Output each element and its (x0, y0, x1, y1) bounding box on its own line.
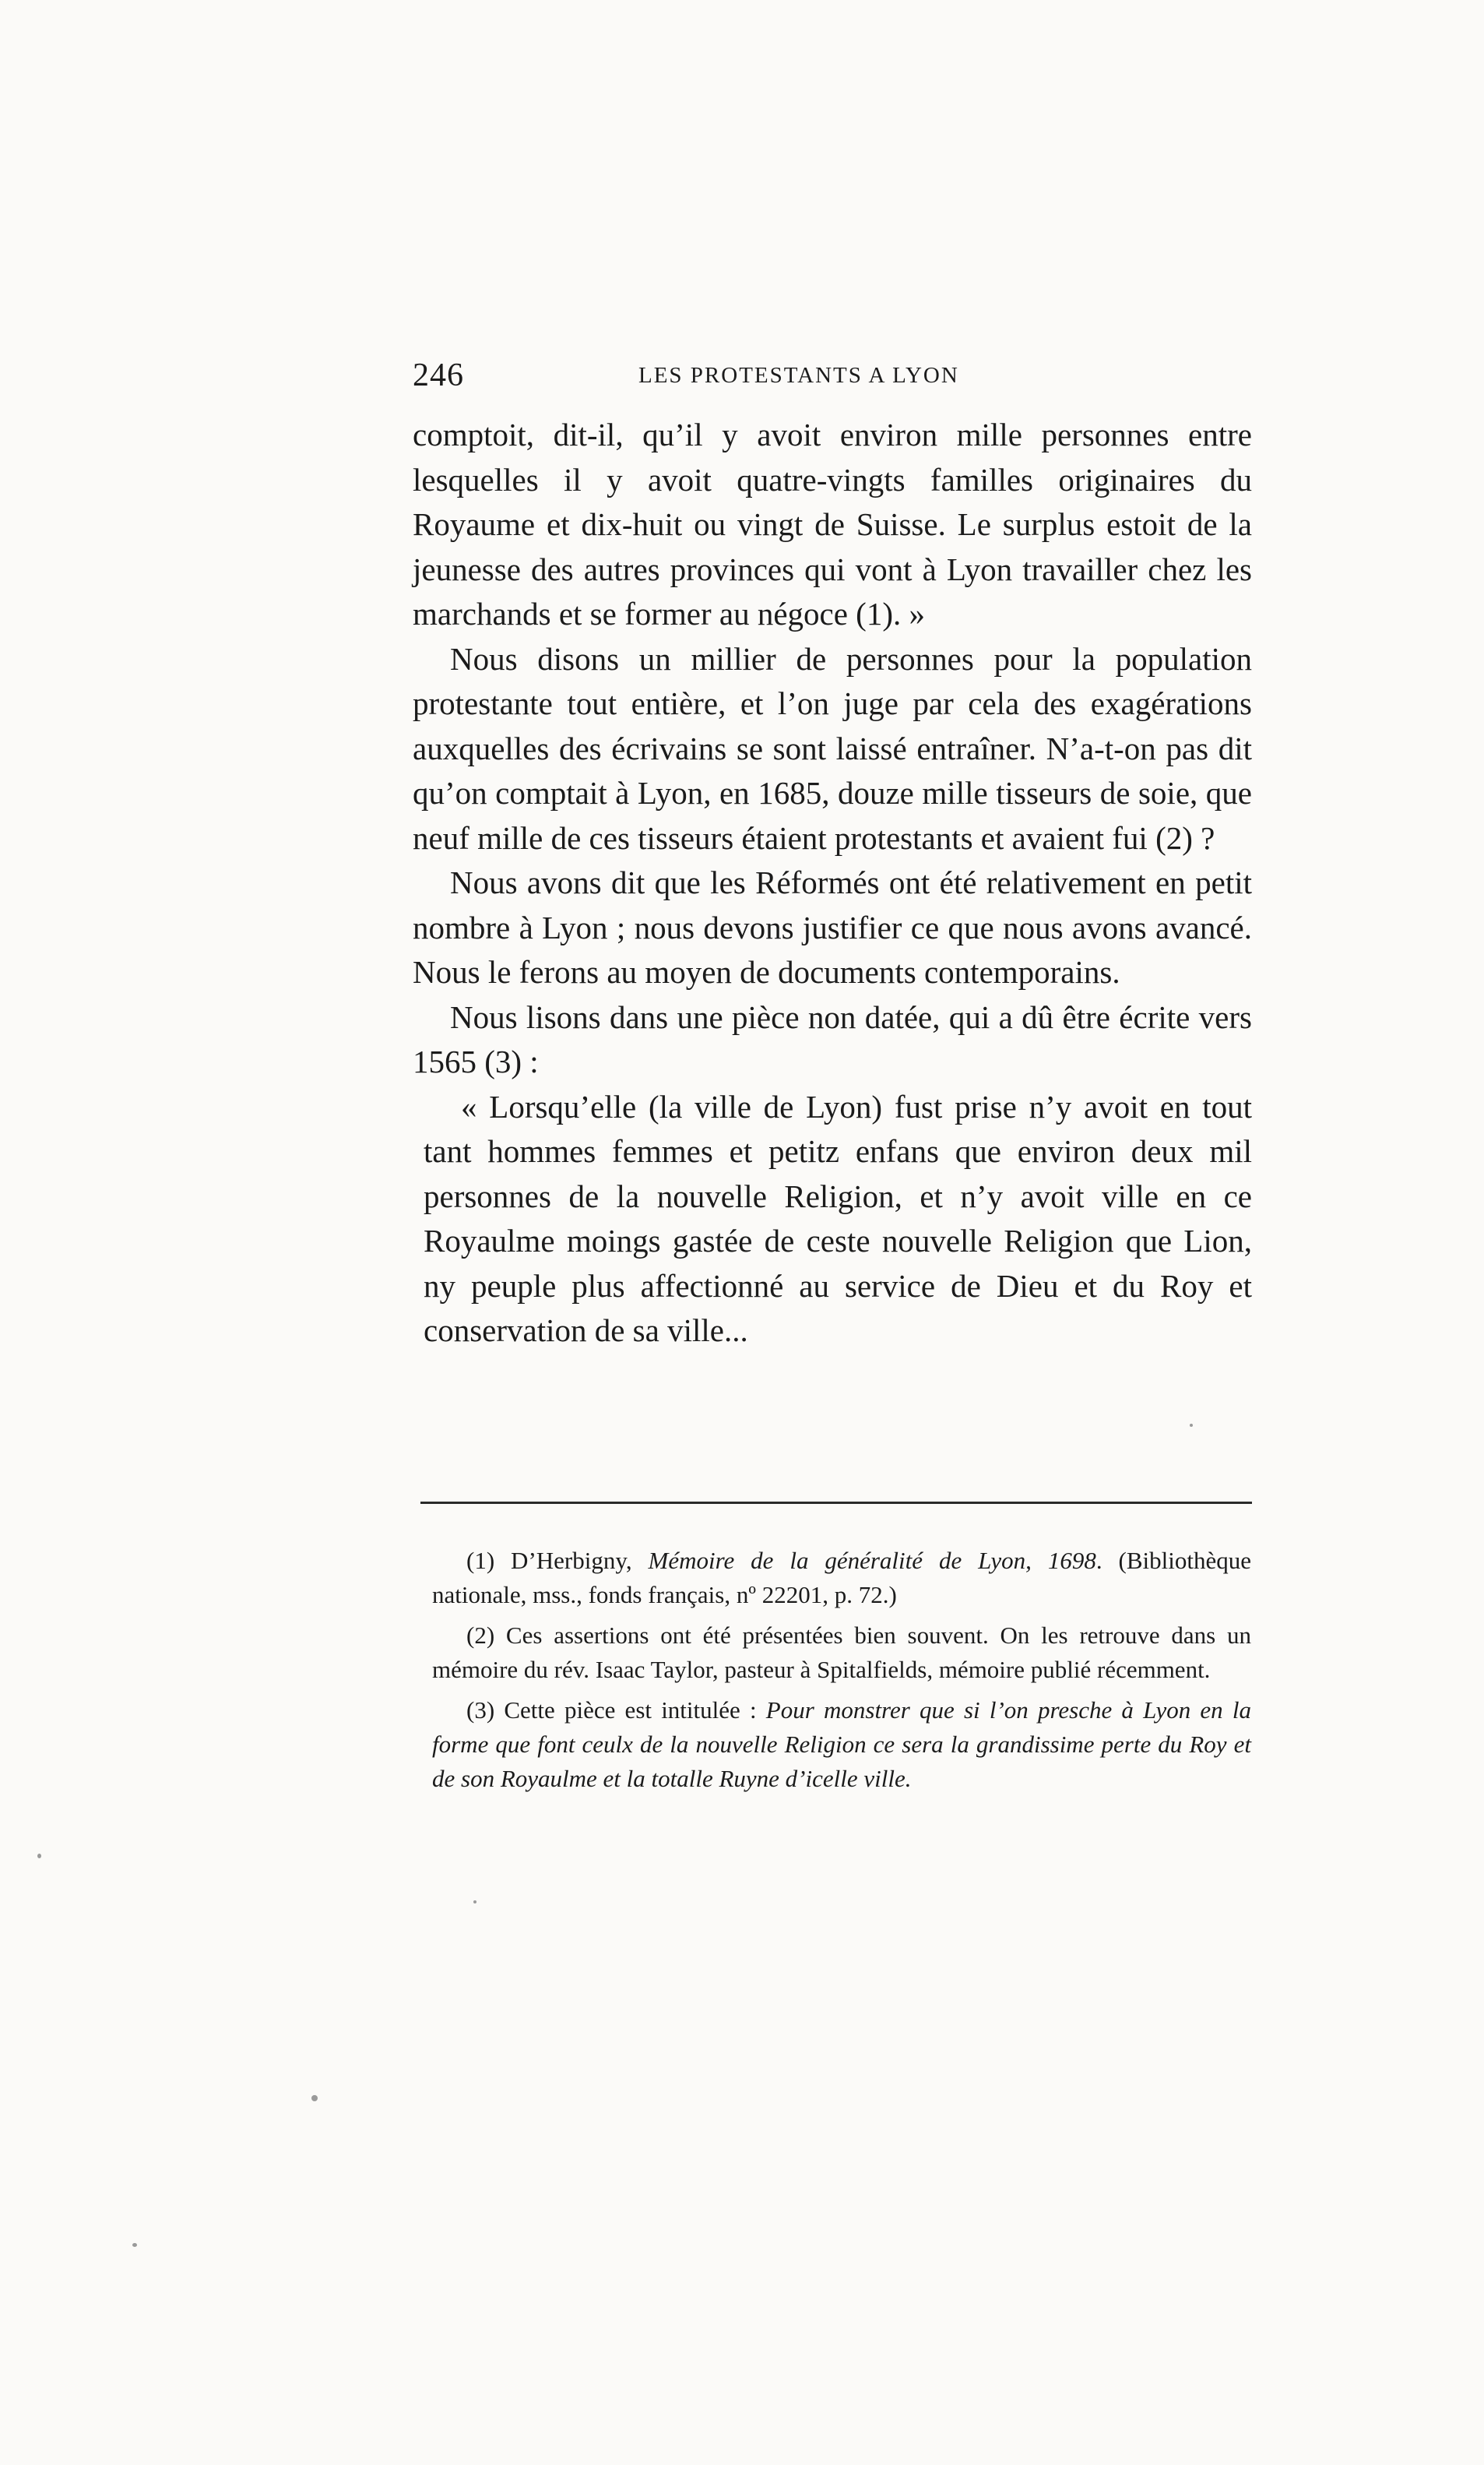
block-quote: « Lorsqu’elle (la ville de Lyon) fust prise n’y avoit en tout tant hommes femmes et petitz enfans que environ deux mil personnes de la nouvelle Religion, et n’y avoit ville en ce Royaulme moings gastée de ceste nouvelle Religion que Lion, ny peuple plus affectionné au service de Dieu et du Roy et conservation de sa ville... (424, 1088, 1252, 1348)
page-header (413, 352, 1254, 399)
footnotes (432, 1544, 1251, 1802)
footnote-divider (420, 1502, 1252, 1504)
footnote-2: (2) Ces assertions ont été présentées bien souvent. On les retrouve dans un mémoire du rév. Isaac Taylor, pasteur à Spitalfields, mémoire publié récemment. (432, 1622, 1251, 1683)
footnote-1 (432, 1544, 1251, 1612)
paragraph: Nous disons un millier de personnes pour la population protestante tout entière, et l’on juge par cela des exagérations auxquelles des écrivains se sont laissé entraîner. N’a-t-on pas dit qu’on comptait à Lyon, en 1685, douze mille tisseurs de soie, que neuf mille de ces tisseurs étaient protestants et avaient fui (2) ? (413, 640, 1252, 856)
running-title: LES PROTESTANTS A LYON (638, 363, 959, 388)
footnote-1-tail: . (Bibliothèque nationale, mss., fonds français, nº 22201, p. 72.) (432, 1547, 1251, 1608)
paragraph: Nous avons dit que les Réformés ont été relativement en petit nombre à Lyon ; nous devons justifier ce que nous avons avancé. Nous le ferons au moyen de documents contemporains. (413, 865, 1252, 990)
paragraph: Nous lisons dans une pièce non datée, qui a dû être écrite vers 1565 (3) : (413, 998, 1252, 1079)
paper-speck (37, 1854, 41, 1858)
footnote-1-title: Mémoire de la généralité de Lyon, 1698 (648, 1547, 1096, 1574)
paper-speck (1190, 1424, 1193, 1427)
footnote-1-lead: (1) D’Herbigny, (466, 1547, 649, 1574)
paper-speck (311, 2095, 318, 2101)
footnote-3-lead: (3) Cette pièce est intitulée : (466, 1696, 766, 1724)
paper-speck (132, 2243, 137, 2247)
page-number: 246 (413, 357, 464, 393)
footnote-3 (432, 1693, 1251, 1796)
paragraph-continuation: comptoit, dit-il, qu’il y avoit environ mille personnes entre lesquelles il y avoit quatre-vingts familles originaires du Royaume et dix-huit ou vingt de Suisse. Le surplus estoit de la jeunesse des autres provinces qui vont à Lyon travailler chez les marchands et se former au négoce (1). » (413, 417, 1252, 632)
main-text (413, 413, 1252, 1354)
footnote-3-title: Pour monstrer que si l’on presche à Lyon en la forme que font ceulx de la nouvelle Religion ce sera la grandissime perte du Roy et de son Royaulme et la totalle Ruyne d’icelle ville. (432, 1696, 1251, 1792)
paper-speck (473, 1900, 476, 1903)
